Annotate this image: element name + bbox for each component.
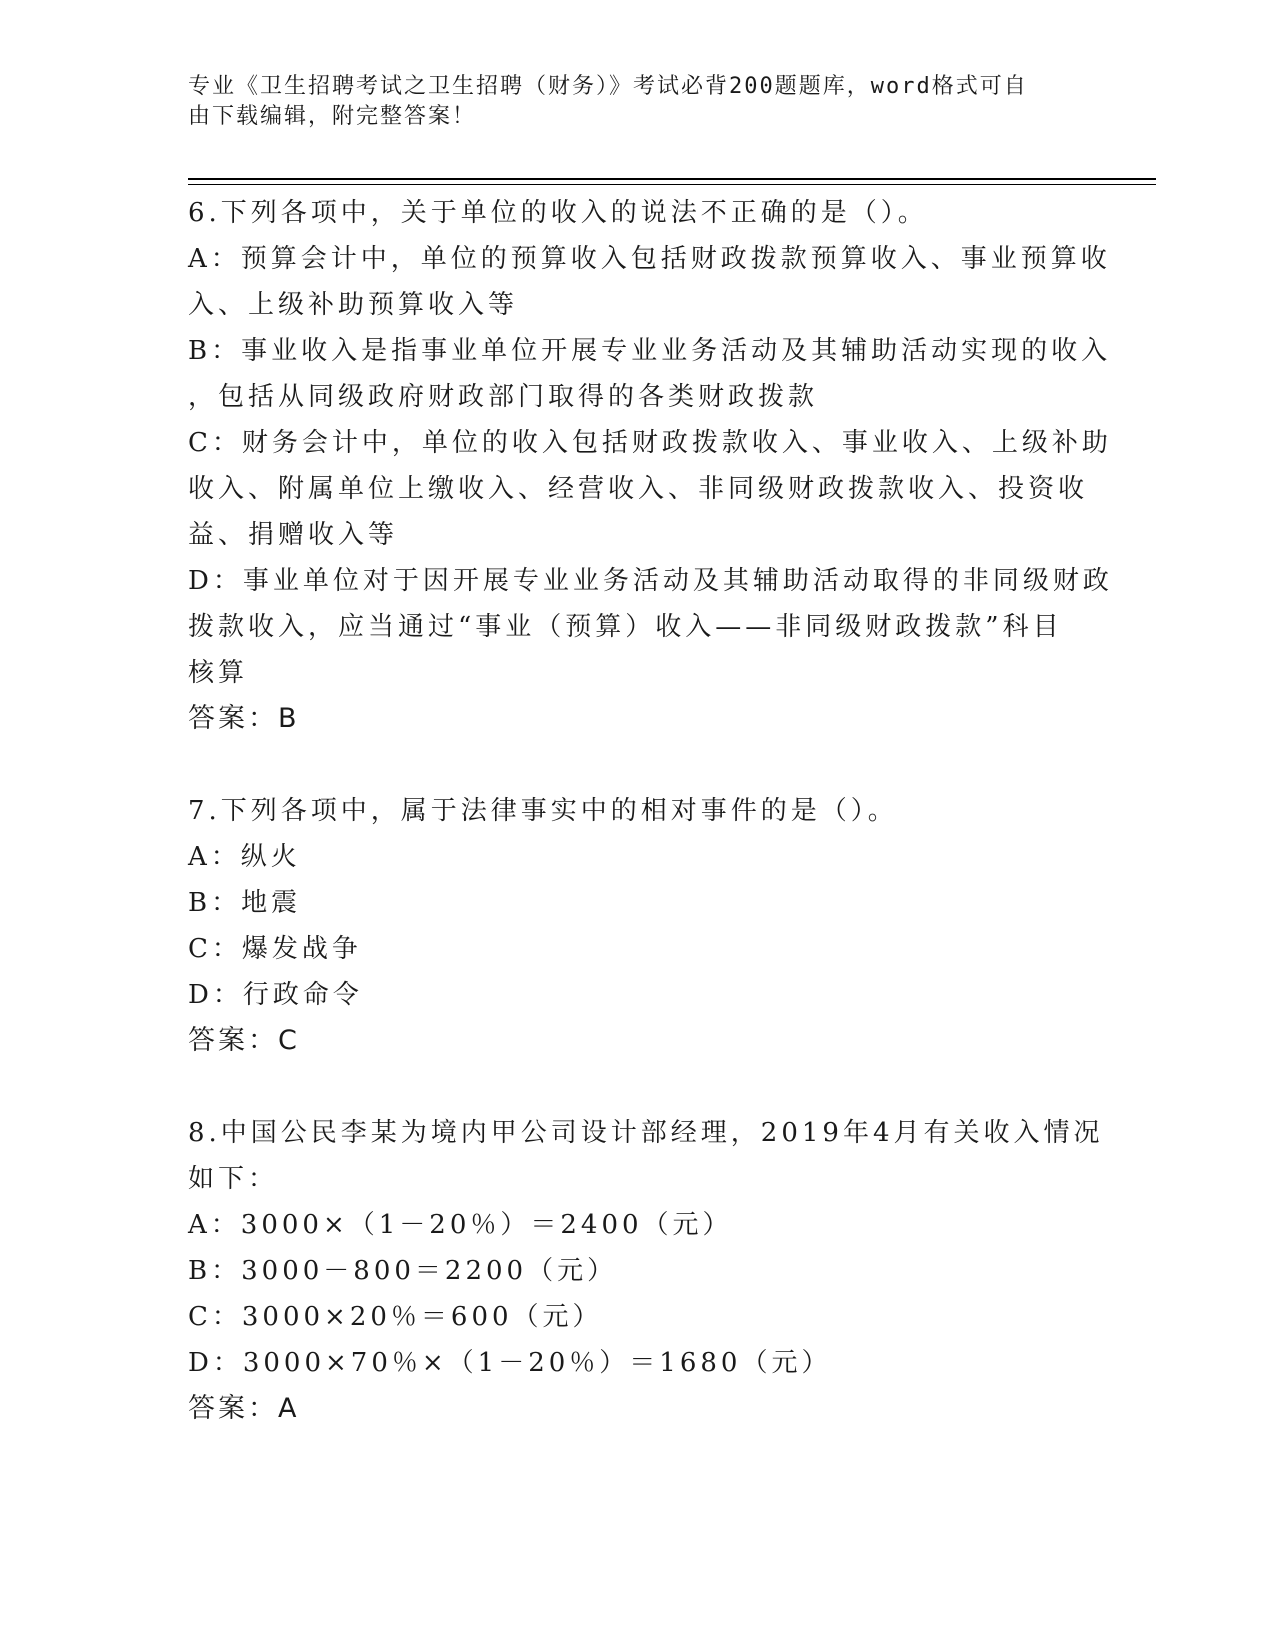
question-7-option-c: C：爆发战争 (188, 934, 362, 964)
question-8-option-c: C：3000×20％＝600（元） (188, 1302, 603, 1332)
question-6-option-a: A：预算会计中，单位的预算收入包括财政拨款预算收入、事业预算收 (188, 244, 1111, 274)
question-6 (188, 190, 1113, 742)
header-line-2: 由下载编辑，附完整答案！ (188, 104, 477, 129)
question-6-stem: 6.下列各项中，关于单位的收入的说法不正确的是（）。 (188, 198, 928, 228)
question-7-option-a: A：纵火 (188, 842, 301, 872)
question-7-answer: 答案：C (188, 1025, 300, 1056)
header-line-1: 专业《卫生招聘考试之卫生招聘（财务）》考试必背200题题库，word格式可自 (188, 74, 1028, 99)
question-8 (188, 1110, 1104, 1432)
question-7-stem: 7.下列各项中，属于法律事实中的相对事件的是（）。 (188, 796, 898, 826)
question-8-stem-cont: 如下： (188, 1164, 279, 1194)
question-6-option-c-cont-2: 益、捐赠收入等 (188, 520, 399, 550)
question-8-option-a: A：3000×（1－20％）＝2400（元） (188, 1210, 733, 1240)
question-7-option-d: D：行政命令 (188, 980, 363, 1010)
question-6-option-a-cont: 入、上级补助预算收入等 (188, 290, 519, 320)
question-6-option-d-cont-2: 核算 (188, 658, 249, 688)
question-6-answer: 答案：B (188, 703, 300, 734)
question-8-stem: 8.中国公民李某为境内甲公司设计部经理，2019年4月有关收入情况 (188, 1118, 1104, 1148)
question-8-option-d: D：3000×70％×（1－20％）＝1680（元） (188, 1348, 832, 1378)
document-header (188, 72, 1068, 132)
question-7 (188, 788, 1088, 1064)
question-7-option-b: B：地震 (188, 888, 302, 918)
question-spacer (188, 1064, 1088, 1110)
question-6-option-c-cont: 收入、附属单位上缴收入、经营收入、非同级财政拨款收入、投资收 (188, 474, 1089, 504)
question-6-option-d-cont: 拨款收入，应当通过“事业（预算）收入——非同级财政拨款”科目 (188, 612, 1063, 642)
question-6-option-c: C：财务会计中，单位的收入包括财政拨款收入、事业收入、上级补助 (188, 428, 1112, 458)
question-6-option-b: B：事业收入是指事业单位开展专业业务活动及其辅助活动实现的收入 (188, 336, 1112, 366)
question-8-answer: 答案：A (188, 1393, 300, 1424)
header-divider-thick (188, 178, 1156, 180)
question-8-option-b: B：3000－800＝2200（元） (188, 1256, 618, 1286)
question-spacer (188, 742, 1088, 788)
header-divider-thin (188, 184, 1156, 185)
question-6-option-b-cont: ，包括从同级政府财政部门取得的各类财政拨款 (188, 382, 819, 412)
question-6-option-d: D：事业单位对于因开展专业业务活动及其辅助活动取得的非同级财政 (188, 566, 1113, 596)
question-list (188, 190, 1113, 1432)
